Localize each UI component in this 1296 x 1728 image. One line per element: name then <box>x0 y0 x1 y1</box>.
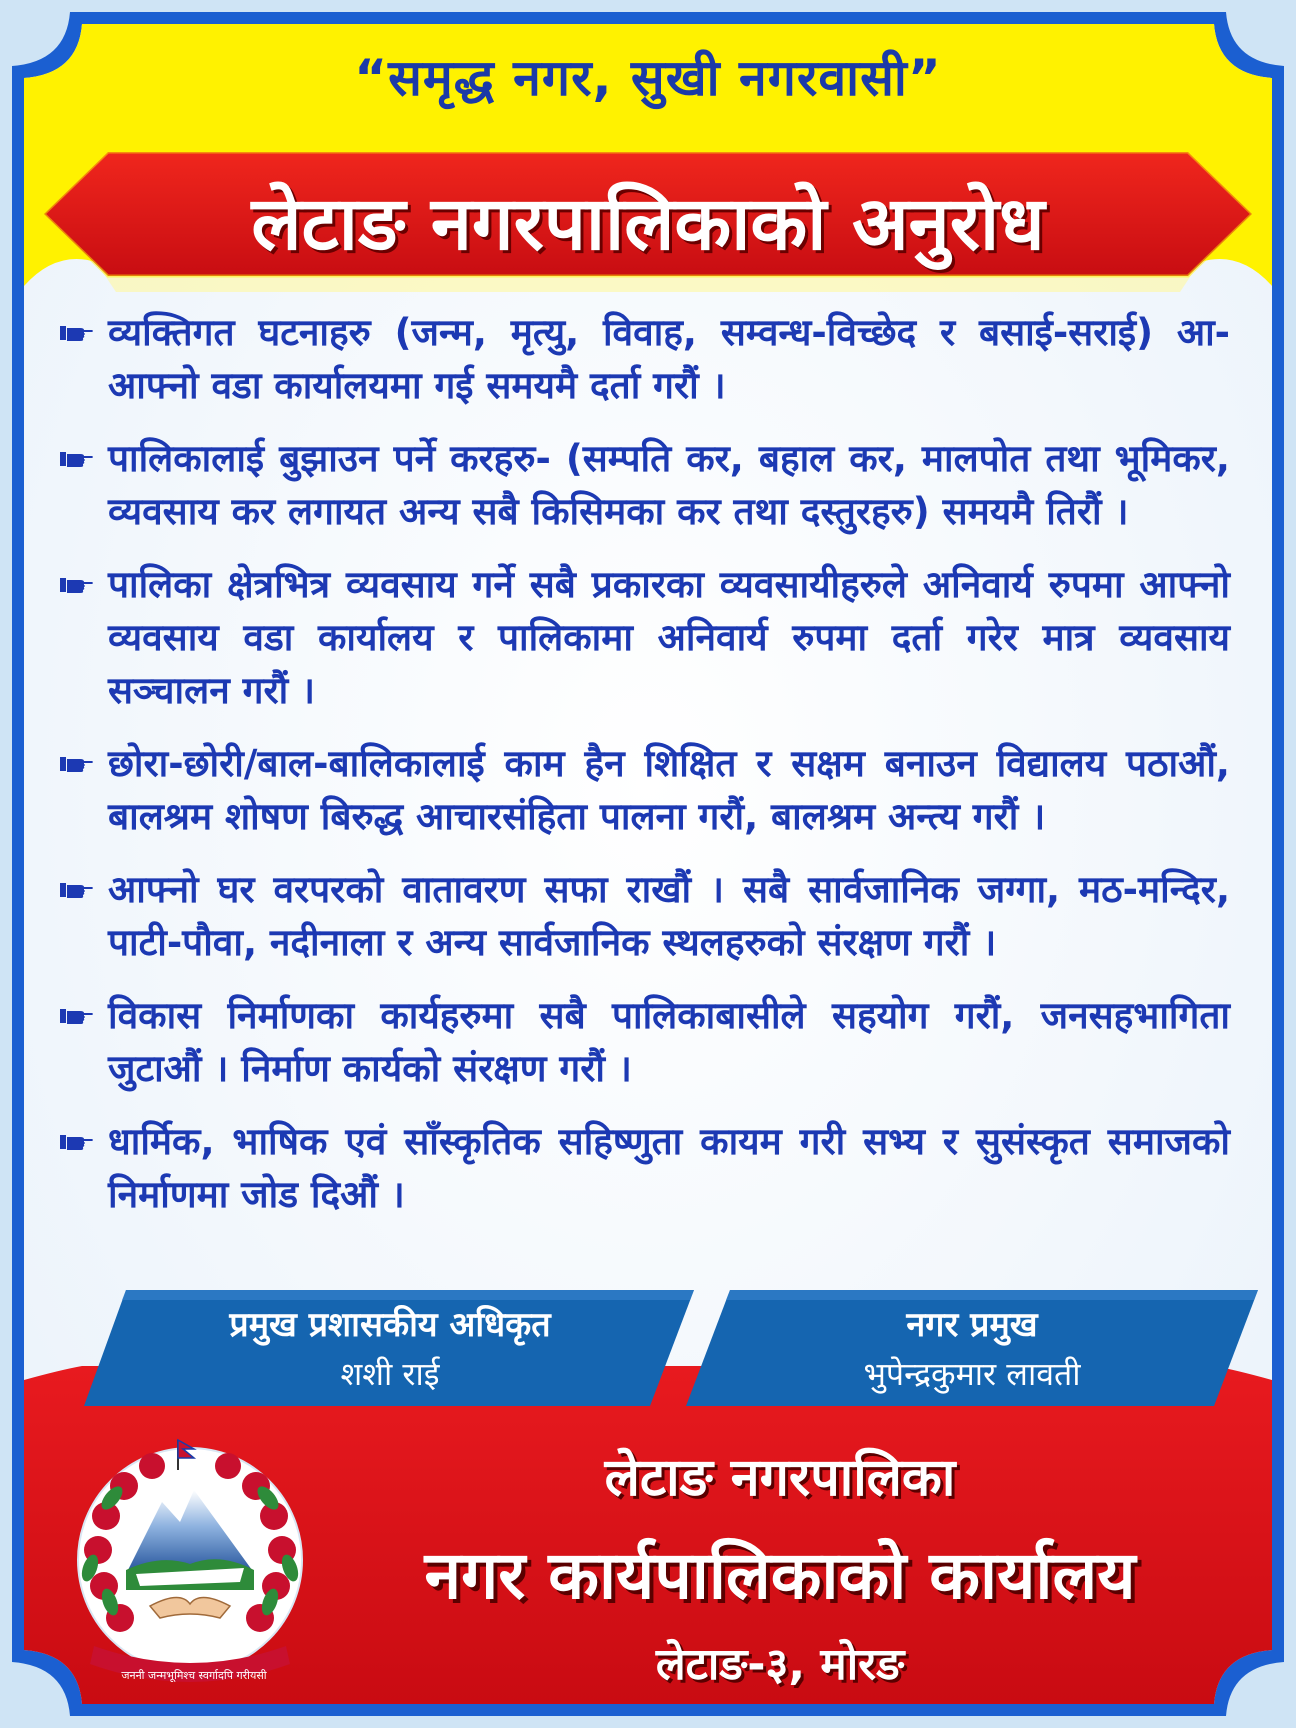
request-item-text: पालिका क्षेत्रभित्र व्यवसाय गर्ने सबै प्रकारका व्यवसायीहरुले अनिवार्य रुपमा आफ्नो व्यवसाय वडा कार्यालय र पालिकामा अनिवार्य रुपमा दर्ता गरेर मात्र व्यवसाय सञ्चालन गरौं । <box>108 563 1230 712</box>
request-list <box>58 306 1230 1241</box>
pointing-hand-icon <box>58 446 94 470</box>
request-item <box>58 558 1230 717</box>
request-item <box>58 306 1230 412</box>
request-item-text: धार्मिक, भाषिक एवं साँस्कृतिक सहिष्णुता कायम गरी सभ्य र सुसंस्कृत समाजको निर्माणमा जोड दिऔं । <box>108 1120 1230 1216</box>
request-item <box>58 1115 1230 1221</box>
emblem-motto: जननी जन्मभूमिश्च स्वर्गादपि गरीयसी <box>121 1669 267 1682</box>
signatory-left-name: शशी राई <box>340 1355 440 1393</box>
slogan: “समृद्ध नगर, सुखी नगरवासी” <box>354 49 942 107</box>
pointing-hand-icon <box>58 877 94 901</box>
pointing-hand-icon <box>58 1129 94 1153</box>
office-municipality-name: लेटाङ नगरपालिका <box>604 1448 956 1508</box>
request-item <box>58 863 1230 969</box>
request-item-text: विकास निर्माणका कार्यहरुमा सबै पालिकाबासीले सहयोग गरौं, जनसहभागिता जुटाऔं । निर्माण कार्यको संरक्षण गरौं । <box>108 994 1230 1090</box>
signatory-right-name: भुपेन्द्रकुमार लावती <box>863 1355 1081 1393</box>
pointing-hand-icon <box>58 572 94 596</box>
request-item-text: आफ्नो घर वरपरको वातावरण सफा राखौं । सबै सार्वजानिक जग्गा, मठ-मन्दिर, पाटी-पौवा, नदीनाला र अन्य सार्वजानिक स्थलहरुको संरक्षण गरौं । <box>108 868 1230 964</box>
pointing-hand-icon <box>58 320 94 344</box>
office-address: लेटाङ-३, मोरङ <box>655 1639 905 1690</box>
request-item <box>58 989 1230 1095</box>
pointing-hand-icon <box>58 1003 94 1027</box>
request-item-text: छोरा-छोरी/बाल-बालिकालाई काम हैन शिक्षित र सक्षम बनाउन विद्यालय पठाऔं, बालश्रम शोषण बिरुद्ध आचारसंहिता पालना गरौं, बालश्रम अन्त्य गरौं । <box>108 742 1230 838</box>
request-item <box>58 737 1230 843</box>
signatory-left-title: प्रमुख प्रशासकीय अधिकृत <box>229 1305 551 1345</box>
request-item-text: पालिकालाई बुझाउन पर्ने करहरु- (सम्पति कर, बहाल कर, मालपोत तथा भूमिकर, व्यवसाय कर लगायत अन्य सबै किसिमका कर तथा दस्तुरहरु) समयमै तिरौं । <box>108 437 1230 533</box>
office-title: नगर कार्यपालिकाको कार्यालय <box>424 1537 1136 1614</box>
signatory-right-title: नगर प्रमुख <box>906 1305 1038 1345</box>
pointing-hand-icon <box>58 751 94 775</box>
request-item <box>58 432 1230 538</box>
request-item-text: व्यक्तिगत घटनाहरु (जन्म, मृत्यु, विवाह, सम्वन्ध-विच्छेद र बसाई-सराई) आ-आफ्नो वडा कार्यालयमा गई समयमै दर्ता गरौं । <box>108 311 1230 407</box>
request-title: लेटाङ नगरपालिकाको अनुरोध <box>251 180 1045 267</box>
